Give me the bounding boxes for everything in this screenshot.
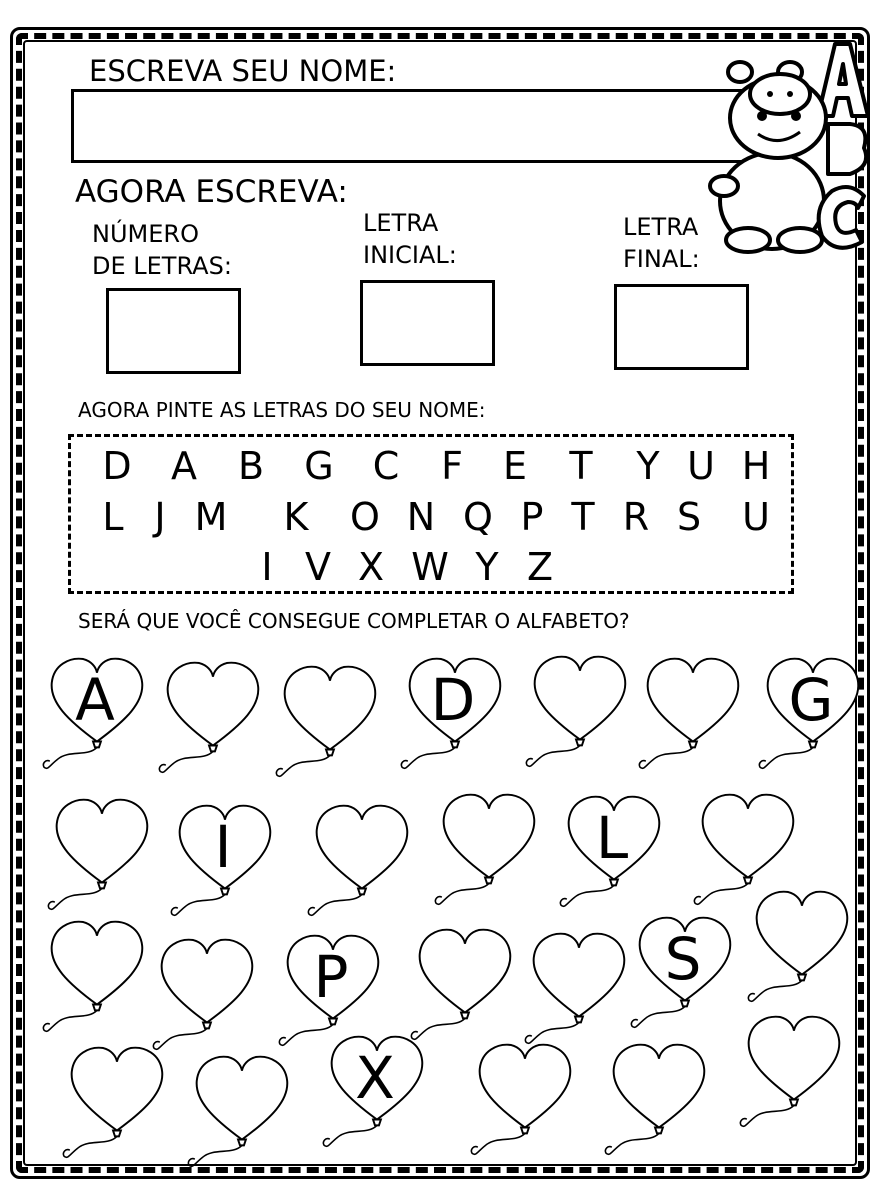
heart-balloon[interactable]	[185, 1052, 295, 1172]
letters-count-label-line1: NÚMERO	[92, 220, 199, 248]
heart-balloon[interactable]	[40, 917, 150, 1037]
final-letter-label-line2: FINAL:	[623, 245, 700, 273]
heart-balloon[interactable]	[628, 913, 738, 1033]
heart-balloon[interactable]	[522, 929, 632, 1049]
heart-balloon[interactable]	[156, 658, 266, 778]
grid-letter[interactable]: U	[687, 444, 715, 488]
name-prompt: ESCREVA SEU NOME:	[89, 54, 397, 88]
grid-letter[interactable]: C	[372, 444, 400, 488]
hippo-abc-illustration	[700, 36, 870, 258]
grid-letter[interactable]: Q	[463, 495, 493, 539]
grid-letter[interactable]: G	[304, 444, 334, 488]
heart-balloon[interactable]	[523, 652, 633, 772]
heart-balloon[interactable]	[273, 662, 383, 782]
grid-letter[interactable]: T	[569, 444, 593, 488]
grid-letter[interactable]: S	[676, 495, 702, 539]
heart-balloon[interactable]	[737, 1012, 847, 1132]
heart-balloon[interactable]	[398, 654, 508, 774]
grid-letter[interactable]: A	[171, 444, 197, 488]
letters-count-box[interactable]	[106, 288, 241, 374]
heart-balloon[interactable]	[602, 1040, 712, 1160]
grid-letter[interactable]: Y	[475, 545, 499, 589]
heart-balloon[interactable]	[40, 654, 150, 774]
balloon-letter: D	[430, 666, 476, 734]
grid-letter[interactable]: F	[441, 444, 463, 488]
write-now-heading: AGORA ESCREVA:	[75, 174, 348, 210]
final-letter-box[interactable]	[614, 284, 749, 370]
grid-letter[interactable]: V	[305, 545, 331, 589]
balloon-letter: P	[313, 943, 349, 1011]
heart-balloon[interactable]	[745, 887, 855, 1007]
name-field[interactable]	[71, 89, 761, 163]
final-letter-label	[623, 211, 700, 275]
heart-balloon[interactable]	[320, 1032, 430, 1152]
grid-letter[interactable]: I	[261, 545, 273, 589]
initial-letter-label-line2: INICIAL:	[363, 241, 457, 269]
letters-count-label-line2: DE LETRAS:	[92, 252, 232, 280]
balloon-letter: A	[75, 666, 115, 734]
heart-balloon[interactable]	[408, 925, 518, 1045]
balloon-letter: I	[214, 813, 232, 881]
heart-balloon[interactable]	[468, 1040, 578, 1160]
grid-letter[interactable]: W	[411, 545, 449, 589]
final-letter-label-line1: LETRA	[623, 213, 699, 241]
alphabet-question: SERÁ QUE VOCÊ CONSEGUE COMPLETAR O ALFABETO?	[78, 609, 630, 633]
grid-letter[interactable]: B	[237, 444, 265, 488]
heart-balloon[interactable]	[557, 792, 667, 912]
balloon-letter: X	[355, 1044, 395, 1112]
initial-letter-box[interactable]	[360, 280, 495, 366]
grid-letter[interactable]: J	[154, 495, 166, 539]
initial-letter-label	[363, 207, 457, 271]
heart-balloon[interactable]	[305, 801, 415, 921]
grid-letter[interactable]: P	[520, 495, 544, 539]
heart-balloon[interactable]	[45, 795, 155, 915]
heart-balloon[interactable]	[636, 654, 746, 774]
grid-letter[interactable]: H	[741, 444, 771, 488]
heart-balloon[interactable]	[756, 654, 866, 774]
heart-balloon[interactable]	[168, 801, 278, 921]
grid-letter[interactable]: O	[350, 495, 380, 539]
heart-balloon[interactable]	[150, 935, 260, 1055]
grid-letter[interactable]: R	[622, 495, 650, 539]
heart-balloon[interactable]	[432, 790, 542, 910]
balloon-letter: S	[664, 925, 702, 993]
letters-count-label	[92, 218, 232, 282]
heart-balloon[interactable]	[60, 1043, 170, 1163]
grid-letter[interactable]: T	[571, 495, 595, 539]
grid-letter[interactable]: E	[502, 444, 528, 488]
initial-letter-label-line1: LETRA	[363, 209, 439, 237]
balloon-letter: G	[788, 666, 834, 734]
grid-letter[interactable]: Y	[636, 444, 660, 488]
grid-letter[interactable]: N	[406, 495, 436, 539]
paint-instruction: AGORA PINTE AS LETRAS DO SEU NOME:	[78, 398, 486, 422]
grid-letter[interactable]: L	[102, 495, 124, 539]
grid-letter[interactable]: Z	[526, 545, 554, 589]
grid-letter[interactable]: M	[194, 495, 228, 539]
grid-letter[interactable]: K	[283, 495, 309, 539]
grid-letter[interactable]: U	[742, 495, 770, 539]
grid-letter[interactable]: D	[102, 444, 132, 488]
balloon-letter: L	[595, 804, 629, 872]
grid-letter[interactable]: X	[357, 545, 385, 589]
